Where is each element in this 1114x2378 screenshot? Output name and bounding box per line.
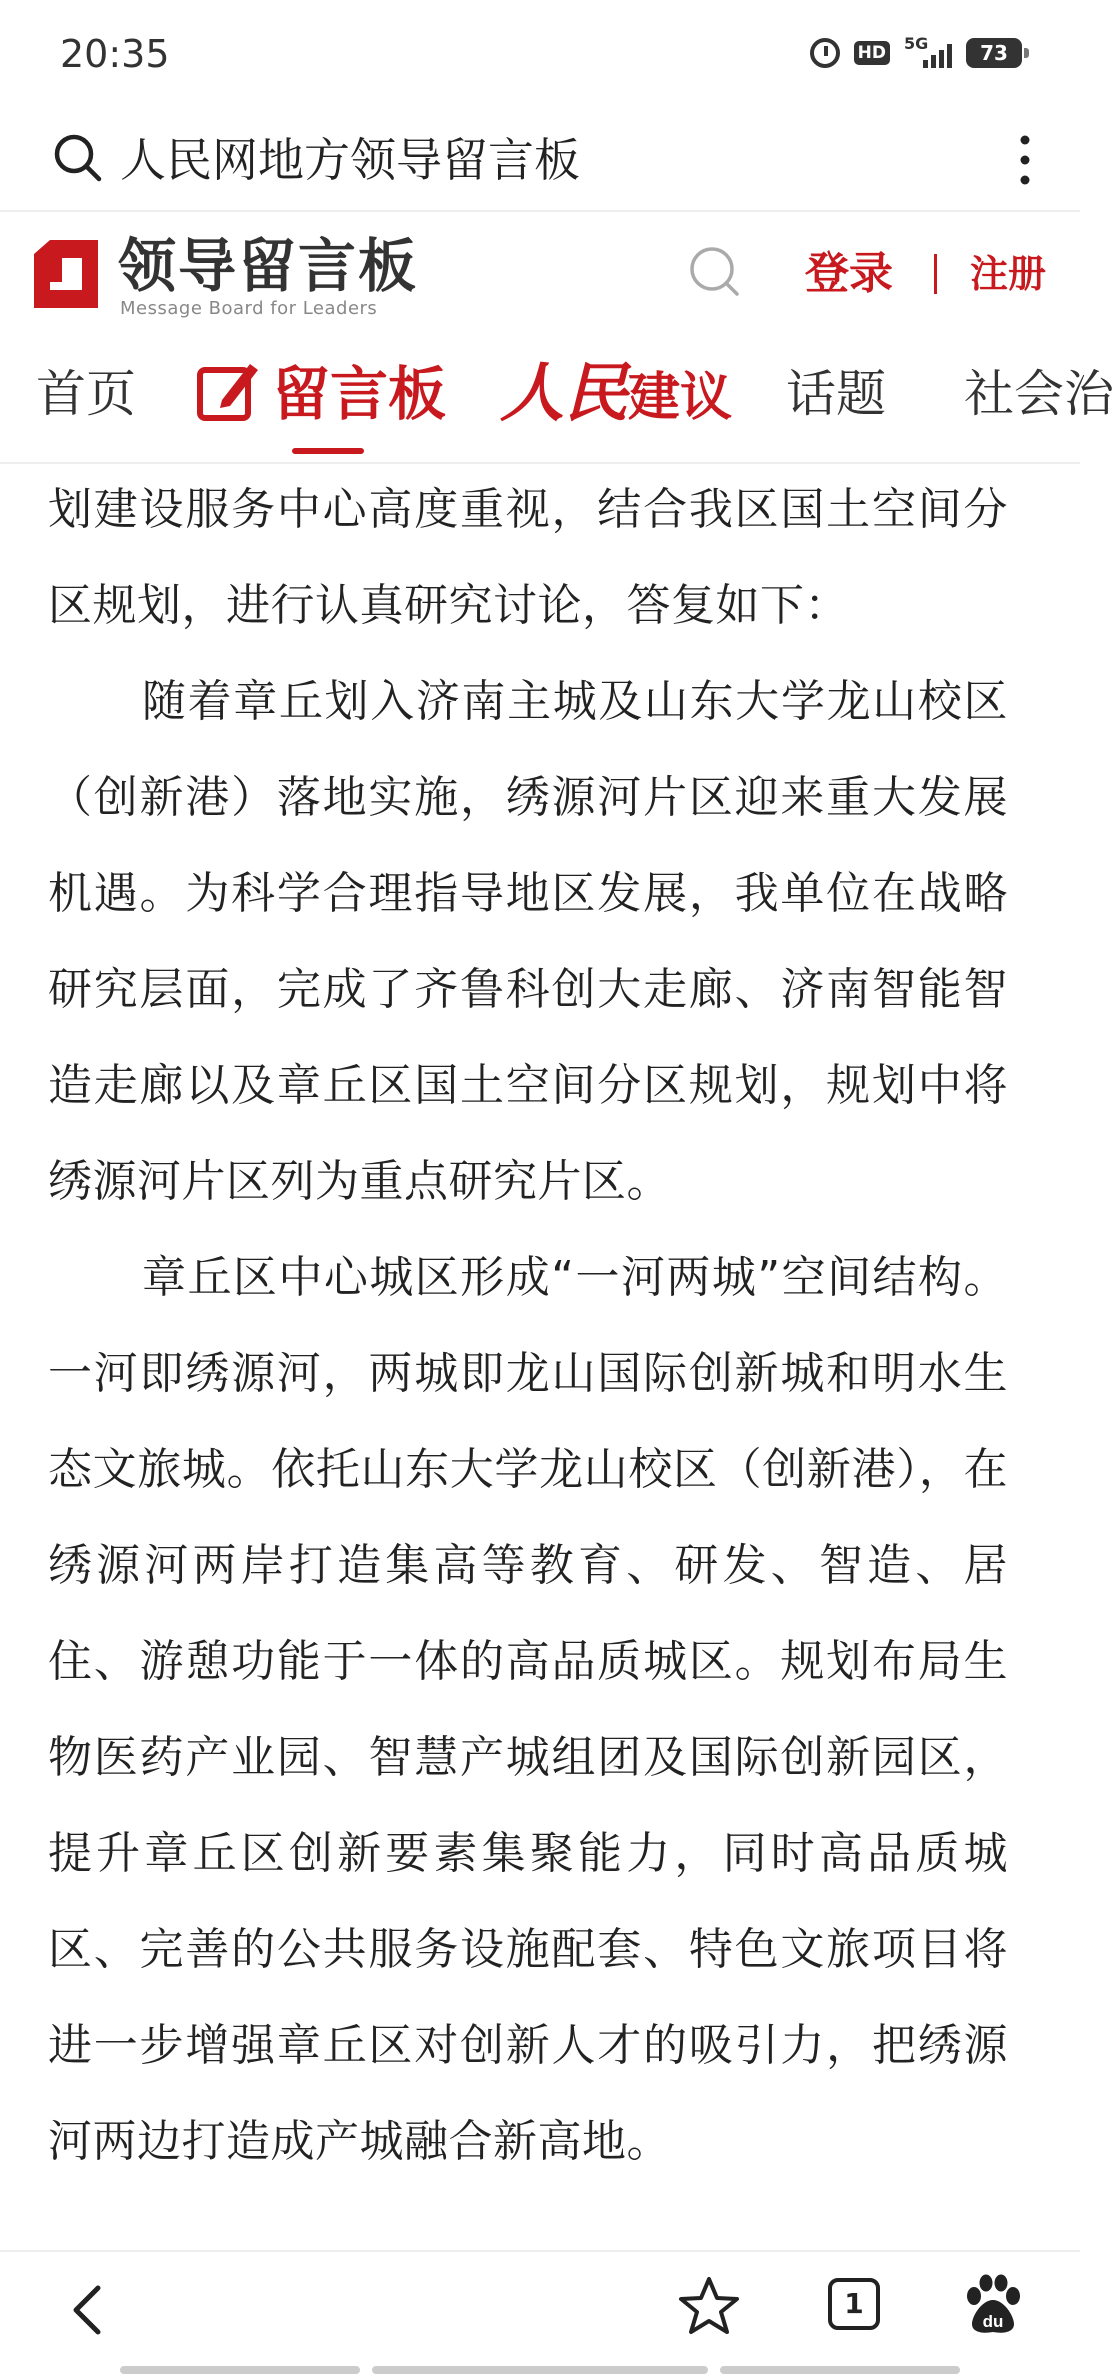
logo-subtitle: Message Board for Leaders — [120, 298, 378, 319]
nav-jianyi-prefix: 人民 — [500, 356, 628, 431]
nav-item-society[interactable]: 社会治 — [964, 365, 1114, 423]
article-paragraph: 章丘区中心城区形成“一河两城”空间结构。一河即绣源河，两城即龙山国际创新城和明水生态文旅城。依托山东大学龙山校区（创新港），在绣源河两岸打造集高等教育、研发、智造、居住、游憩功能于一体的高品质城区。规划布局生物医药产业园、智慧产城组团及国际创新园区，提升章丘区创新要素集聚能力，同时高品质城区、完善的公共服务设施配套、特色文旅项目将进一步增强章丘区对创新人才的吸引力，把绣源河两边打造成产城融合新高地。 — [48, 1252, 1008, 2167]
bookmark-star-icon[interactable] — [676, 2274, 742, 2340]
alarm-icon — [810, 38, 840, 68]
logo-mark-icon[interactable] — [28, 236, 104, 312]
baidu-paw-icon[interactable] — [960, 2272, 1026, 2338]
tabs-button[interactable]: 1 — [828, 2278, 880, 2330]
hd-icon: HD — [854, 41, 890, 65]
login-link[interactable]: 登录 — [805, 248, 893, 299]
auth-divider — [934, 254, 937, 294]
battery-icon: 73 — [966, 38, 1022, 68]
main-nav — [0, 340, 1114, 464]
article-body — [48, 462, 1008, 2248]
bottom-toolbar — [0, 2250, 1080, 2378]
back-icon[interactable] — [58, 2280, 118, 2340]
nav-item-home[interactable]: 首页 — [36, 365, 136, 423]
nav-item-renmin-jianyi[interactable] — [500, 340, 732, 462]
site-header — [0, 212, 1080, 338]
status-time: 20:35 — [60, 32, 170, 76]
nav-board-label: 留言板 — [272, 360, 447, 428]
browser-page-title[interactable]: 人民网地方领导留言板 — [120, 133, 580, 187]
site-search-icon[interactable] — [685, 242, 745, 302]
signal-icon — [904, 34, 952, 68]
svg-text:du: du — [982, 2312, 1004, 2331]
article-paragraph: 随着章丘划入济南主城及山东大学龙山校区（创新港）落地实施，绣源河片区迎来重大发展机遇。为科学合理指导地区发展，我单位在战略研究层面，完成了齐鲁科创大走廊、济南智能智造走廊以及章丘区国土空间分区规划，规划中将绣源河片区列为重点研究片区。 — [48, 676, 1008, 1207]
nav-item-board[interactable] — [196, 340, 446, 462]
nav-jianyi-suffix: 建议 — [628, 368, 733, 428]
logo-title: 领导留言板 — [118, 232, 419, 300]
active-tab-indicator — [292, 448, 364, 454]
nav-item-topics[interactable]: 话题 — [786, 365, 886, 423]
search-icon[interactable] — [50, 130, 106, 186]
gesture-bar-segment — [720, 2366, 960, 2374]
more-menu-icon[interactable] — [1010, 130, 1040, 190]
article-paragraph: 划建设服务中心高度重视，结合我区国土空间分区规划，进行认真研究讨论，答复如下： — [48, 484, 1008, 631]
browser-top-bar — [0, 110, 1080, 212]
gesture-bar-segment — [372, 2366, 708, 2374]
gesture-bar-segment — [120, 2366, 360, 2374]
status-bar — [0, 0, 1080, 110]
status-icons — [810, 34, 1022, 68]
message-board-icon — [196, 358, 262, 424]
register-link[interactable]: 注册 — [970, 252, 1047, 296]
network-label: 5G — [904, 34, 929, 53]
